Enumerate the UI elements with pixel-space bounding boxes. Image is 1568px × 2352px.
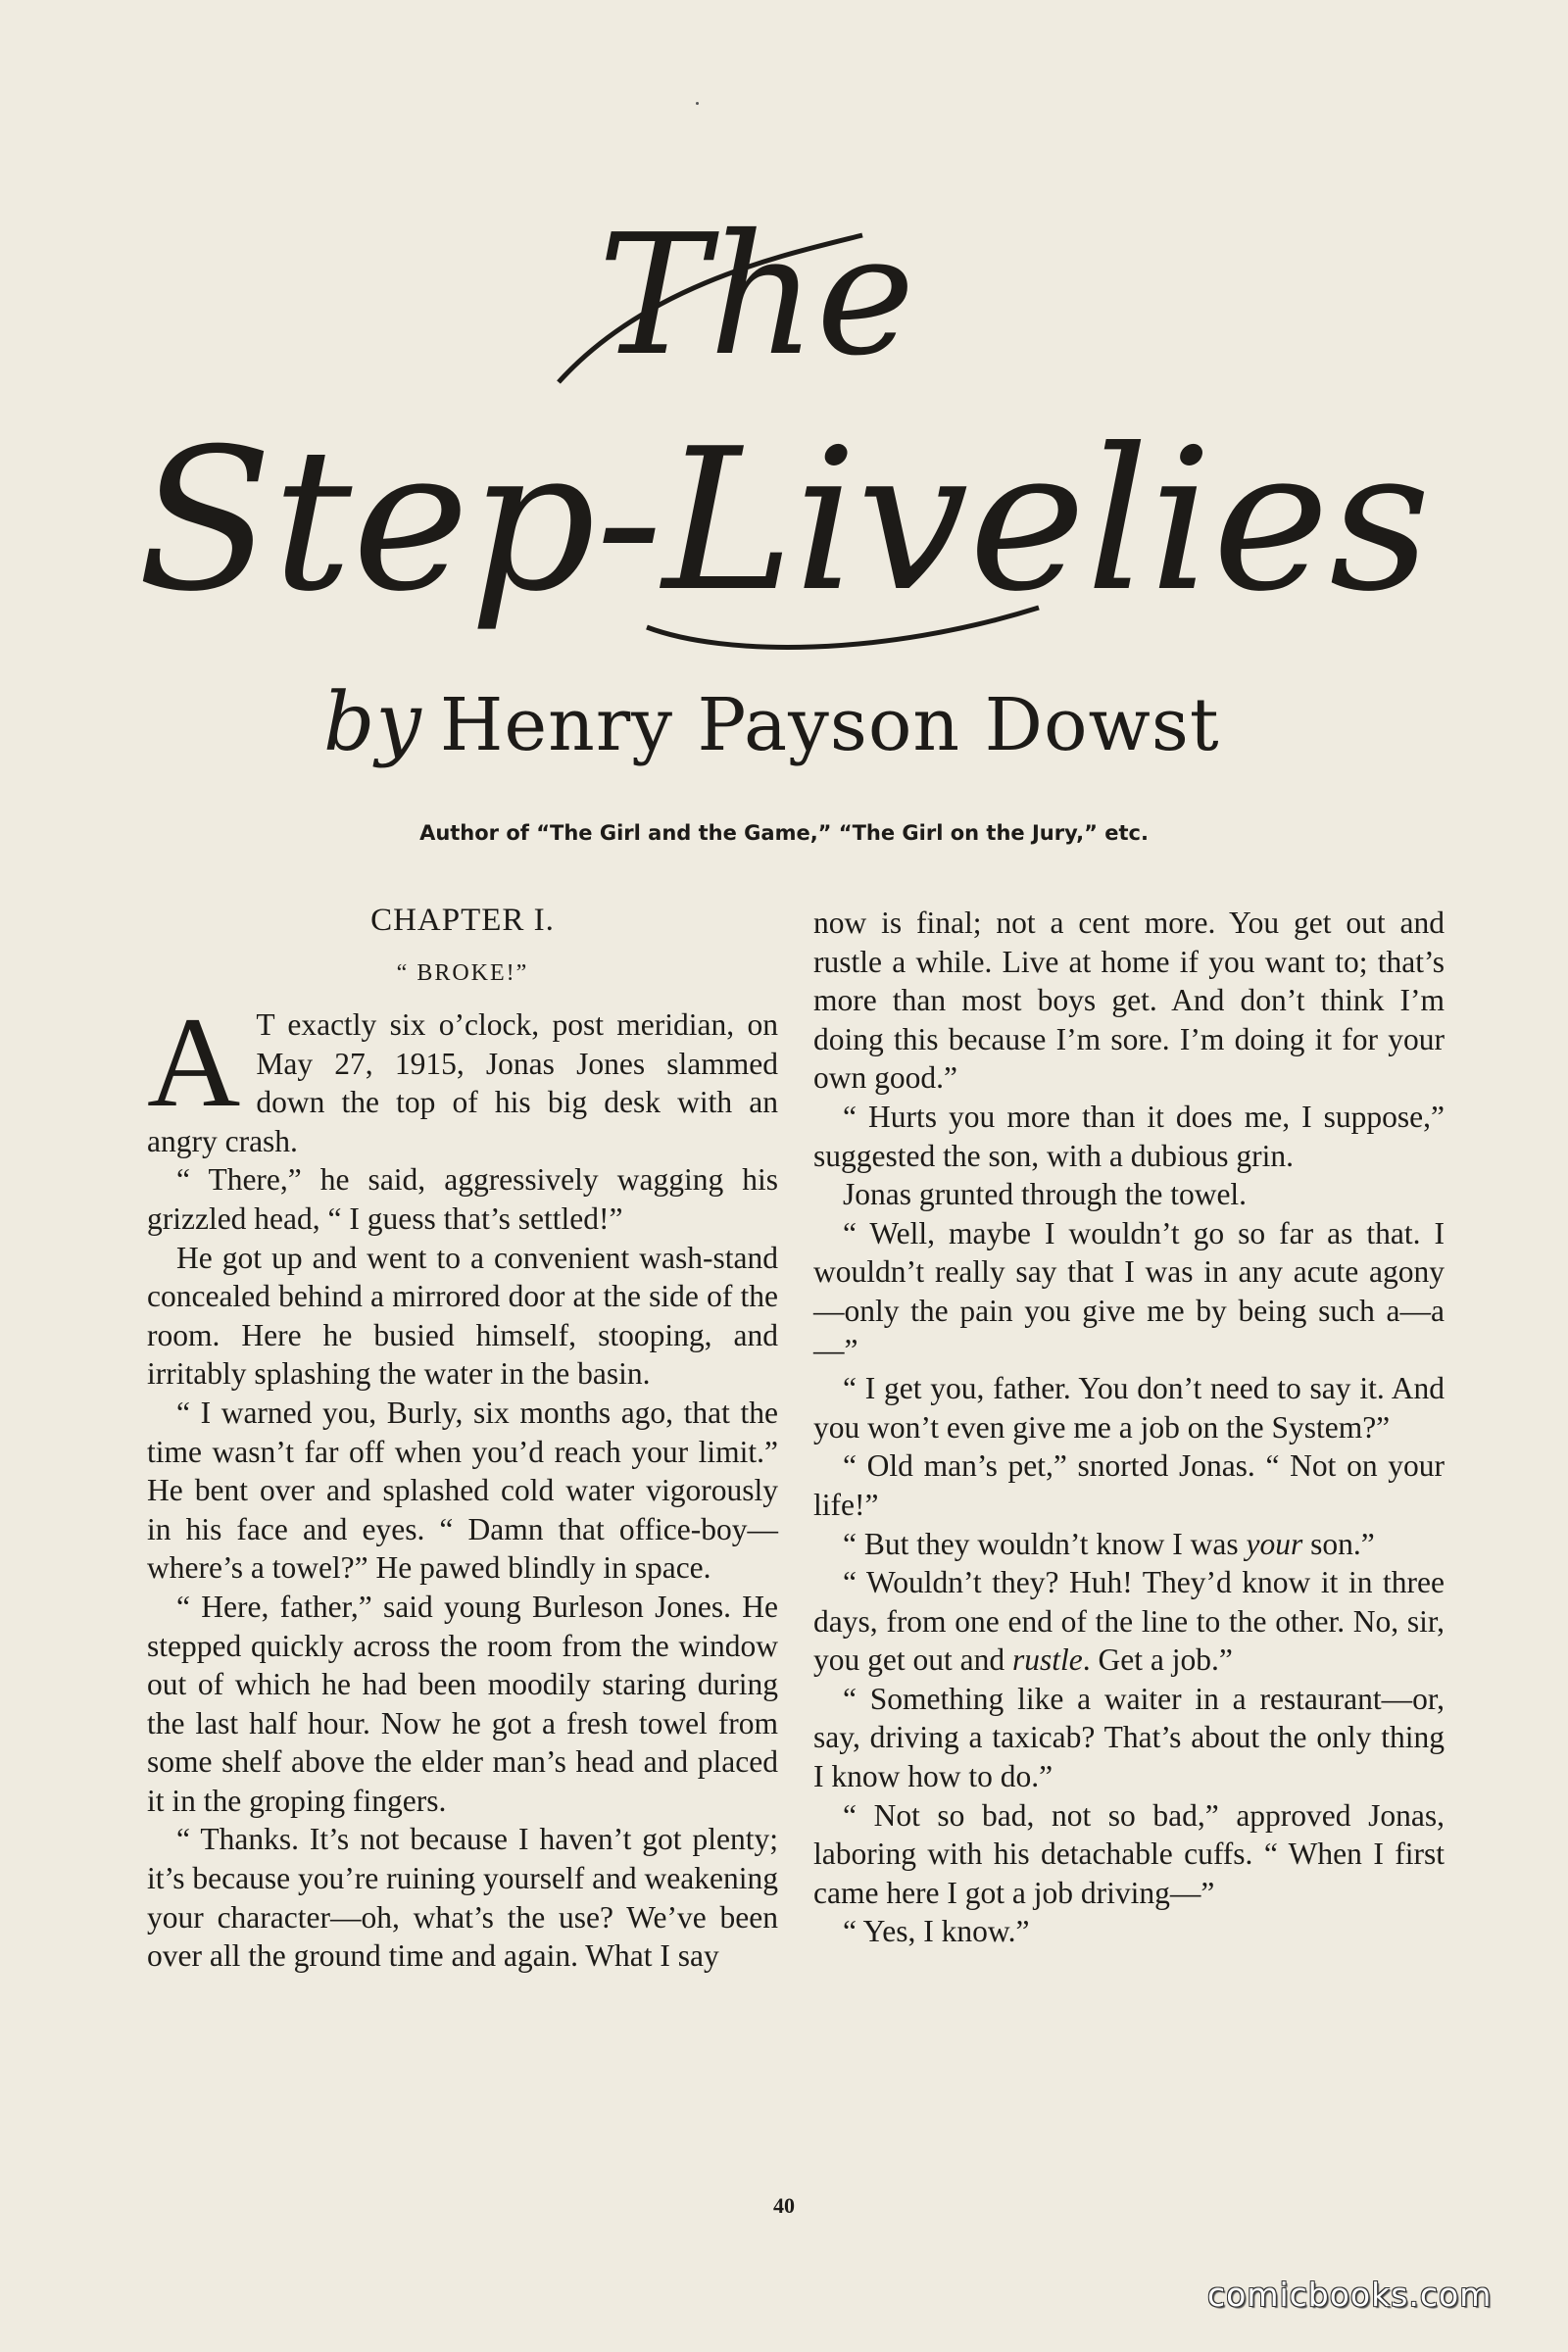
title-main: Step-Livelies xyxy=(137,407,1431,635)
paragraph: “ There,” he said, aggressively wagging his grizzled head, “ I guess that’s settled!” xyxy=(147,1162,778,1236)
ink-speck xyxy=(696,102,699,105)
author-name: Henry Payson Dowst xyxy=(439,683,1220,767)
drop-cap: A xyxy=(147,990,241,1134)
chapter-subtitle: “ BROKE!” xyxy=(396,960,529,986)
text-run: “ But they wouldn’t know I was xyxy=(843,1526,1247,1561)
paragraph: “ I warned you, Burly, six months ago, that the time wasn’t far off when you’d reach your limit.” He bent over and splashed cold water vigorously in his face and eyes. “ Damn that office-boy—where’s a towel?” He pawed blindly in space. xyxy=(147,1395,778,1586)
continued-paragraph: now is final; not a cent more. You get out and rustle a while. Live at home if you want to; that’s more than most boys get. And don’t think I’m doing this because I’m sore. I’m doing it for your own good.” xyxy=(813,906,1445,1096)
paragraph xyxy=(813,1525,1445,1564)
right-column xyxy=(813,904,1445,1951)
author-line xyxy=(323,676,1303,769)
paragraph: He got up and went to a convenient wash-stand concealed behind a mirrored door at the side of the room. Here he busied himself, stooping, and irritably splashing the water in the basin. xyxy=(147,1240,778,1392)
opening-paragraph xyxy=(147,990,778,1160)
text-run: son.” xyxy=(1302,1526,1375,1561)
paragraph: “ Old man’s pet,” snorted Jonas. “ Not on your life!” xyxy=(813,1448,1445,1522)
opening-text: T exactly six o’clock, post meridian, on May 27, 1915, Jonas Jones slammed down the top of his big desk with an angry crash. xyxy=(147,1007,778,1158)
paragraph: “ Not so bad, not so bad,” approved Jonas, laboring with his detachable cuffs. “ When I first came here I got a job driving—” xyxy=(813,1797,1445,1910)
paragraph: “ Here, father,” said young Burleson Jones. He stepped quickly across the room from the window out of which he had been moodily staring during the last half hour. Now he got a fresh towel from some shelf above the elder man’s head and placed it in the groping fingers. xyxy=(147,1589,778,1818)
paragraph: “ Thanks. It’s not because I haven’t got plenty; it’s because you’re ruining yourself and weakening your character—oh, what’s the use? We’ve been over all the ground time and again. What I say xyxy=(147,1822,778,1974)
paragraph: “ Yes, I know.” xyxy=(843,1914,1030,1949)
title-word-the: The xyxy=(598,199,915,393)
text-run: “ Wouldn’t they? Huh! They’d know it in three days, from one end of the line to the other. No, sir, you get out and xyxy=(813,1565,1445,1678)
text-run: . Get a job.” xyxy=(1082,1642,1233,1678)
author-credit: Author of “The Girl and the Game,” “The Girl on the Jury,” etc. xyxy=(419,821,1149,845)
chapter-heading: CHAPTER I. xyxy=(370,903,555,938)
paragraph: “ Well, maybe I wouldn’t go so far as that. I wouldn’t really say that I was in any acute agony—only the pain you give me by being such a—a—” xyxy=(813,1215,1445,1367)
paragraph: “ Hurts you more than it does me, I suppose,” suggested the son, with a dubious grin. xyxy=(813,1099,1445,1173)
page-number: 40 xyxy=(773,2193,795,2218)
paragraph: Jonas grunted through the towel. xyxy=(843,1177,1248,1212)
left-column xyxy=(147,894,778,1976)
paragraph: “ I get you, father. You don’t need to say it. And you won’t even give me a job on the System?” xyxy=(813,1371,1445,1445)
paragraph: “ Something like a waiter in a restaurant—or, say, driving a taxicab? That’s about the only thing I know how to do.” xyxy=(813,1681,1445,1794)
italic-text: rustle xyxy=(1011,1642,1083,1678)
site-watermark: comicbooks.com xyxy=(1207,2276,1493,2314)
italic-text: your xyxy=(1246,1526,1303,1561)
author-by: by xyxy=(323,676,422,769)
paragraph xyxy=(813,1563,1445,1680)
